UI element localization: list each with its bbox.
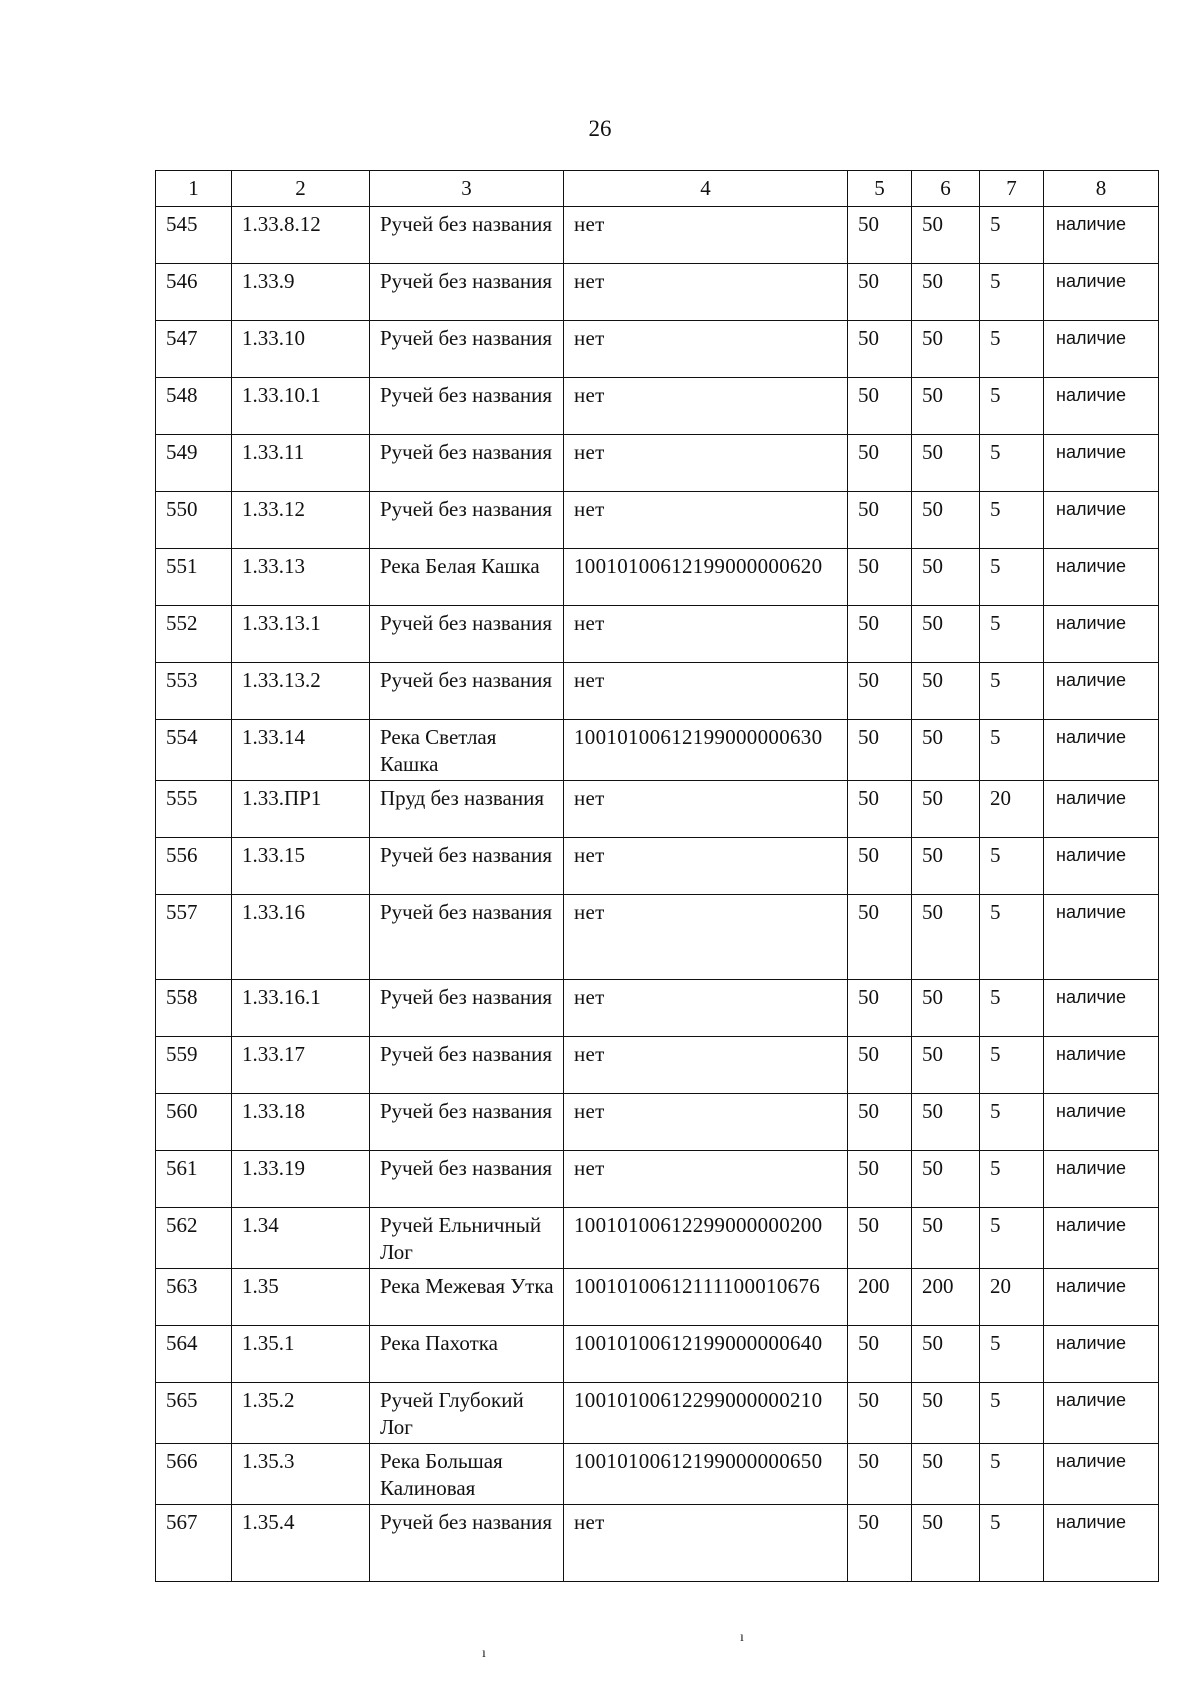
cell-name: Ручей без названия: [370, 207, 564, 264]
cell-name: Ручей без названия: [370, 1037, 564, 1094]
cell-col6: 50: [912, 663, 980, 720]
scan-mark: ı: [482, 1646, 486, 1661]
scan-mark: ı: [740, 1630, 744, 1645]
cell-registry-code: 10010100612111100010676: [564, 1269, 848, 1326]
cell-col7: 5: [980, 264, 1044, 321]
cell-col5: 50: [848, 1444, 912, 1505]
cell-registry-code: нет: [564, 378, 848, 435]
cell-col5: 50: [848, 264, 912, 321]
cell-name: Ручей Ельничный Лог: [370, 1208, 564, 1269]
cell-col6: 50: [912, 781, 980, 838]
cell-code: 1.33.16.1: [232, 980, 370, 1037]
cell-registry-code: нет: [564, 1505, 848, 1582]
cell-col7: 5: [980, 435, 1044, 492]
cell-status: наличие: [1044, 1444, 1159, 1505]
table-row: [156, 1208, 1159, 1269]
cell-name: Река Пахотка: [370, 1326, 564, 1383]
cell-col7: 5: [980, 1151, 1044, 1208]
cell-col6: 50: [912, 1094, 980, 1151]
cell-col7: 5: [980, 1326, 1044, 1383]
cell-number: 555: [156, 781, 232, 838]
cell-name: Ручей без названия: [370, 663, 564, 720]
cell-name: Ручей Глубокий Лог: [370, 1383, 564, 1444]
cell-number: 545: [156, 207, 232, 264]
table-row: [156, 663, 1159, 720]
cell-status: наличие: [1044, 549, 1159, 606]
cell-col5: 50: [848, 663, 912, 720]
cell-col5: 50: [848, 838, 912, 895]
cell-col5: 50: [848, 1094, 912, 1151]
cell-status: наличие: [1044, 663, 1159, 720]
cell-col5: 50: [848, 321, 912, 378]
cell-col7: 20: [980, 781, 1044, 838]
table-row: [156, 838, 1159, 895]
cell-col5: 50: [848, 1505, 912, 1582]
column-header: 5: [848, 171, 912, 207]
cell-col5: 50: [848, 1383, 912, 1444]
cell-number: 560: [156, 1094, 232, 1151]
table-row: [156, 378, 1159, 435]
cell-status: наличие: [1044, 1269, 1159, 1326]
cell-registry-code: нет: [564, 207, 848, 264]
cell-registry-code: нет: [564, 435, 848, 492]
cell-code: 1.35.1: [232, 1326, 370, 1383]
cell-col5: 50: [848, 1151, 912, 1208]
cell-registry-code: нет: [564, 663, 848, 720]
cell-col7: 5: [980, 1037, 1044, 1094]
cell-col5: 50: [848, 207, 912, 264]
cell-col5: 50: [848, 492, 912, 549]
cell-registry-code: 10010100612299000000210: [564, 1383, 848, 1444]
cell-code: 1.33.15: [232, 838, 370, 895]
cell-code: 1.35.4: [232, 1505, 370, 1582]
cell-number: 554: [156, 720, 232, 781]
cell-registry-code: нет: [564, 1151, 848, 1208]
cell-col5: 50: [848, 606, 912, 663]
table-row: [156, 492, 1159, 549]
table-row: [156, 435, 1159, 492]
cell-status: наличие: [1044, 781, 1159, 838]
cell-col5: 50: [848, 549, 912, 606]
table-row: [156, 1444, 1159, 1505]
cell-number: 547: [156, 321, 232, 378]
cell-col6: 50: [912, 492, 980, 549]
cell-status: наличие: [1044, 606, 1159, 663]
column-header: 7: [980, 171, 1044, 207]
cell-col7: 5: [980, 1505, 1044, 1582]
cell-col6: 50: [912, 1505, 980, 1582]
water-bodies-table: [155, 170, 1159, 1582]
table-row: [156, 207, 1159, 264]
cell-number: 565: [156, 1383, 232, 1444]
cell-code: 1.33.10.1: [232, 378, 370, 435]
cell-code: 1.33.9: [232, 264, 370, 321]
cell-col5: 50: [848, 1208, 912, 1269]
cell-registry-code: 10010100612199000000620: [564, 549, 848, 606]
cell-code: 1.35.3: [232, 1444, 370, 1505]
cell-name: Ручей без названия: [370, 895, 564, 980]
cell-registry-code: нет: [564, 1094, 848, 1151]
cell-col6: 50: [912, 378, 980, 435]
cell-col5: 50: [848, 378, 912, 435]
cell-name: Ручей без названия: [370, 378, 564, 435]
cell-col5: 50: [848, 1037, 912, 1094]
cell-code: 1.33.14: [232, 720, 370, 781]
column-header: 8: [1044, 171, 1159, 207]
cell-name: Река Межевая Утка: [370, 1269, 564, 1326]
cell-name: Река Белая Кашка: [370, 549, 564, 606]
table-row: [156, 1383, 1159, 1444]
cell-number: 566: [156, 1444, 232, 1505]
cell-col7: 5: [980, 1444, 1044, 1505]
table-row: [156, 1037, 1159, 1094]
cell-registry-code: 10010100612299000000200: [564, 1208, 848, 1269]
cell-name: Ручей без названия: [370, 435, 564, 492]
cell-col7: 5: [980, 895, 1044, 980]
cell-col6: 50: [912, 838, 980, 895]
cell-col7: 5: [980, 1383, 1044, 1444]
cell-registry-code: нет: [564, 838, 848, 895]
cell-registry-code: нет: [564, 895, 848, 980]
cell-col6: 50: [912, 1326, 980, 1383]
cell-name: Ручей без названия: [370, 492, 564, 549]
table-row: [156, 1094, 1159, 1151]
cell-number: 564: [156, 1326, 232, 1383]
cell-col6: 50: [912, 895, 980, 980]
cell-col7: 5: [980, 378, 1044, 435]
cell-code: 1.35: [232, 1269, 370, 1326]
column-header: 3: [370, 171, 564, 207]
table-row: [156, 980, 1159, 1037]
cell-registry-code: нет: [564, 980, 848, 1037]
cell-col7: 5: [980, 1094, 1044, 1151]
cell-col7: 5: [980, 606, 1044, 663]
column-header: 2: [232, 171, 370, 207]
cell-name: Ручей без названия: [370, 1094, 564, 1151]
page-number: 26: [588, 116, 612, 141]
cell-col6: 50: [912, 606, 980, 663]
cell-col6: 50: [912, 549, 980, 606]
cell-code: 1.33.13: [232, 549, 370, 606]
cell-col5: 50: [848, 1326, 912, 1383]
cell-number: 553: [156, 663, 232, 720]
table-row: [156, 781, 1159, 838]
cell-code: 1.33.13.1: [232, 606, 370, 663]
cell-col5: 50: [848, 895, 912, 980]
cell-name: Ручей без названия: [370, 1151, 564, 1208]
cell-status: наличие: [1044, 321, 1159, 378]
cell-number: 549: [156, 435, 232, 492]
cell-code: 1.33.16: [232, 895, 370, 980]
column-header: 1: [156, 171, 232, 207]
cell-col6: 50: [912, 1383, 980, 1444]
table-row: [156, 1269, 1159, 1326]
cell-number: 556: [156, 838, 232, 895]
cell-col7: 5: [980, 1208, 1044, 1269]
table-row: [156, 1326, 1159, 1383]
cell-status: наличие: [1044, 1037, 1159, 1094]
table-row: [156, 895, 1159, 980]
cell-code: 1.34: [232, 1208, 370, 1269]
cell-col5: 200: [848, 1269, 912, 1326]
cell-col5: 50: [848, 720, 912, 781]
cell-code: 1.33.11: [232, 435, 370, 492]
cell-registry-code: 10010100612199000000640: [564, 1326, 848, 1383]
cell-code: 1.33.ПР1: [232, 781, 370, 838]
table-row: [156, 264, 1159, 321]
cell-code: 1.33.12: [232, 492, 370, 549]
cell-status: наличие: [1044, 1383, 1159, 1444]
cell-number: 559: [156, 1037, 232, 1094]
cell-col6: 50: [912, 980, 980, 1037]
cell-registry-code: нет: [564, 492, 848, 549]
cell-code: 1.33.13.2: [232, 663, 370, 720]
cell-status: наличие: [1044, 264, 1159, 321]
cell-status: наличие: [1044, 435, 1159, 492]
cell-col6: 50: [912, 1444, 980, 1505]
cell-col6: 50: [912, 435, 980, 492]
cell-registry-code: 10010100612199000000630: [564, 720, 848, 781]
cell-col7: 5: [980, 980, 1044, 1037]
cell-registry-code: нет: [564, 264, 848, 321]
cell-col5: 50: [848, 435, 912, 492]
cell-col7: 5: [980, 720, 1044, 781]
table-row: [156, 1151, 1159, 1208]
cell-col7: 5: [980, 663, 1044, 720]
cell-name: Ручей без названия: [370, 264, 564, 321]
column-header: 4: [564, 171, 848, 207]
cell-status: наличие: [1044, 720, 1159, 781]
table-row: [156, 321, 1159, 378]
table-row: [156, 1505, 1159, 1582]
cell-name: Ручей без названия: [370, 321, 564, 378]
cell-status: наличие: [1044, 1151, 1159, 1208]
cell-registry-code: 10010100612199000000650: [564, 1444, 848, 1505]
table-row: [156, 549, 1159, 606]
column-header: 6: [912, 171, 980, 207]
cell-registry-code: нет: [564, 781, 848, 838]
cell-name: Ручей без названия: [370, 838, 564, 895]
cell-status: наличие: [1044, 980, 1159, 1037]
table-row: [156, 720, 1159, 781]
cell-number: 548: [156, 378, 232, 435]
cell-name: Ручей без названия: [370, 606, 564, 663]
cell-number: 552: [156, 606, 232, 663]
cell-col5: 50: [848, 980, 912, 1037]
table-row: [156, 606, 1159, 663]
cell-col5: 50: [848, 781, 912, 838]
cell-number: 557: [156, 895, 232, 980]
cell-col7: 20: [980, 1269, 1044, 1326]
cell-col7: 5: [980, 492, 1044, 549]
cell-col7: 5: [980, 549, 1044, 606]
cell-status: наличие: [1044, 378, 1159, 435]
cell-col6: 50: [912, 720, 980, 781]
cell-status: наличие: [1044, 492, 1159, 549]
cell-col6: 50: [912, 1208, 980, 1269]
cell-name: Ручей без названия: [370, 1505, 564, 1582]
cell-number: 550: [156, 492, 232, 549]
cell-col6: 50: [912, 207, 980, 264]
cell-code: 1.33.8.12: [232, 207, 370, 264]
cell-number: 546: [156, 264, 232, 321]
cell-number: 562: [156, 1208, 232, 1269]
cell-col7: 5: [980, 321, 1044, 378]
cell-status: наличие: [1044, 207, 1159, 264]
cell-name: Река Большая Калиновая: [370, 1444, 564, 1505]
cell-registry-code: нет: [564, 321, 848, 378]
cell-number: 563: [156, 1269, 232, 1326]
cell-col7: 5: [980, 207, 1044, 264]
cell-code: 1.33.18: [232, 1094, 370, 1151]
cell-col6: 200: [912, 1269, 980, 1326]
cell-col6: 50: [912, 1151, 980, 1208]
cell-col6: 50: [912, 1037, 980, 1094]
cell-status: наличие: [1044, 1208, 1159, 1269]
cell-name: Ручей без названия: [370, 980, 564, 1037]
cell-code: 1.33.19: [232, 1151, 370, 1208]
cell-col6: 50: [912, 321, 980, 378]
cell-number: 558: [156, 980, 232, 1037]
cell-name: Пруд без названия: [370, 781, 564, 838]
cell-number: 551: [156, 549, 232, 606]
cell-status: наличие: [1044, 1094, 1159, 1151]
cell-status: наличие: [1044, 1505, 1159, 1582]
cell-code: 1.33.10: [232, 321, 370, 378]
cell-number: 567: [156, 1505, 232, 1582]
cell-status: наличие: [1044, 1326, 1159, 1383]
cell-col6: 50: [912, 264, 980, 321]
table-header-row: [156, 171, 1159, 207]
cell-registry-code: нет: [564, 606, 848, 663]
cell-number: 561: [156, 1151, 232, 1208]
cell-status: наличие: [1044, 838, 1159, 895]
cell-status: наличие: [1044, 895, 1159, 980]
cell-registry-code: нет: [564, 1037, 848, 1094]
cell-code: 1.33.17: [232, 1037, 370, 1094]
cell-name: Река Светлая Кашка: [370, 720, 564, 781]
cell-code: 1.35.2: [232, 1383, 370, 1444]
cell-col7: 5: [980, 838, 1044, 895]
